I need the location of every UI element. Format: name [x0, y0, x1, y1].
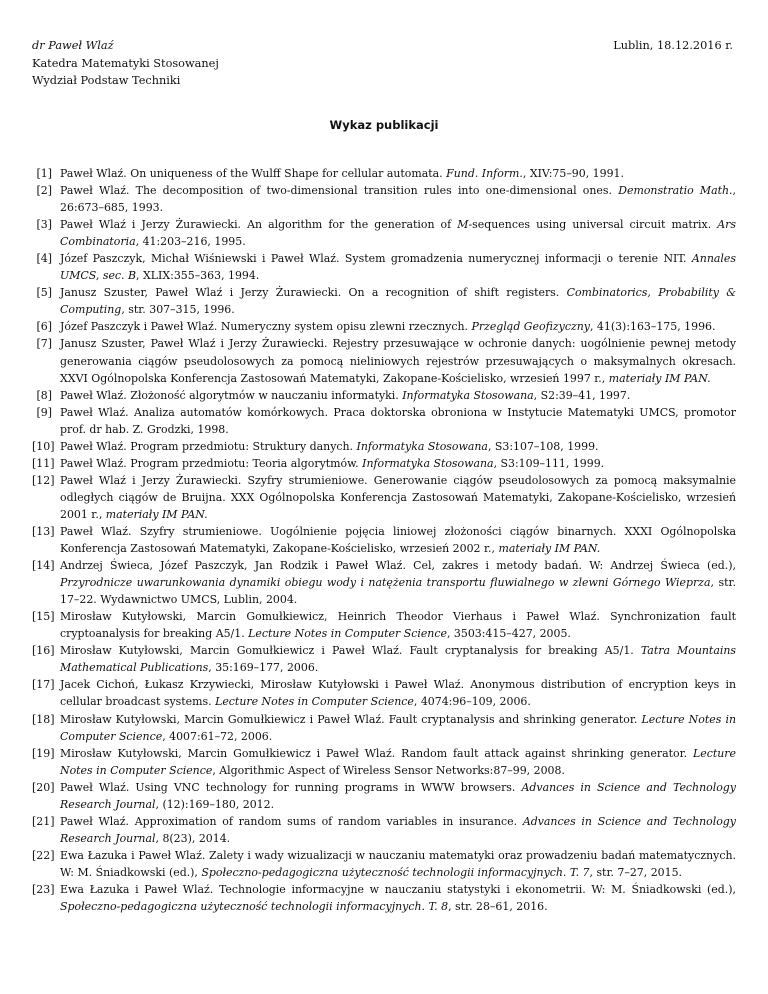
- document-title: Wykaz publikacji: [329, 118, 439, 132]
- publication-item: [32, 455, 736, 472]
- publication-text: [60, 387, 736, 404]
- publication-number: [ 15 ]: [32, 608, 60, 625]
- publication-text: [60, 557, 736, 608]
- publication-item: [32, 676, 736, 710]
- publication-text-segment: Paweł Wlaź. Program przedmiotu: Teoria algorytmów.: [60, 456, 359, 470]
- publication-venue: Lecture Notes in Computer Science: [215, 695, 414, 709]
- publication-text: [60, 881, 736, 915]
- publication-text: [60, 745, 736, 779]
- publication-number: [ 20 ]: [32, 779, 60, 796]
- publication-item: [32, 847, 736, 881]
- publication-number: [ 1 ]: [32, 165, 60, 182]
- publication-text-segment: Ewa Łazuka i Paweł Wlaź. Technologie informacyjne w nauczaniu statystyki i ekonometrii. W: M. Śniadkowski (ed.),: [60, 882, 736, 896]
- publication-venue: Ars Combinatoria: [60, 218, 737, 249]
- publication-text-segment: , S2:39–41, 1997.: [533, 388, 631, 402]
- publication-text-segment: , 26:673–685, 1993.: [60, 184, 737, 215]
- publication-venue: Annales UMCS, sec. B: [60, 252, 736, 283]
- publication-text-segment: Paweł Wlaź. Using VNC technology for running programs in WWW browsers.: [60, 780, 516, 794]
- publication-text: [60, 472, 736, 523]
- publication-text: [60, 676, 736, 710]
- publication-number: [ 4 ]: [32, 250, 60, 267]
- publication-venue: materiały IM PAN.: [498, 542, 601, 556]
- publication-item: [32, 404, 736, 438]
- publication-venue: Społeczno-pedagogiczna użyteczność technologii informacyjnych. T. 8: [60, 900, 449, 914]
- publication-text: [60, 455, 736, 472]
- publication-item: [32, 318, 736, 335]
- publication-list: [32, 165, 736, 915]
- publication-venue: Informatyka Stosowana: [402, 388, 534, 402]
- author-block: [32, 37, 219, 90]
- publication-venue: Lecture Notes in Computer Science: [60, 712, 736, 743]
- publication-item: [32, 523, 736, 557]
- publication-number: [ 14 ]: [32, 557, 60, 574]
- publication-number: [ 10 ]: [32, 438, 60, 455]
- publication-venue: Informatyka Stosowana: [362, 456, 494, 470]
- publication-text: [60, 335, 736, 386]
- publication-item: [32, 745, 736, 779]
- publication-text-segment: , XIV:75–90, 1991.: [522, 167, 624, 180]
- publication-venue: Demonstratio Math.: [618, 184, 733, 198]
- publication-venue: Lecture Notes in Computer Science: [60, 746, 737, 777]
- publication-text-segment: Mirosław Kutyłowski, Marcin Gomułkiewicz i Paweł Wlaź. Fault cryptanalysis and shrinking generator.: [60, 712, 638, 726]
- publication-number: [ 22 ]: [32, 847, 60, 864]
- publication-item: [32, 216, 736, 250]
- publication-venue: Społeczno-pedagogiczna użyteczność technologii informacyjnych. T. 7: [201, 865, 590, 879]
- publication-item: [32, 335, 736, 386]
- publication-item: [32, 438, 736, 455]
- publication-text-segment: , str. 307–315, 1996.: [121, 303, 235, 317]
- publication-text: [60, 182, 736, 216]
- publication-text-segment: , XLIX:355–363, 1994.: [136, 269, 260, 283]
- publication-text-segment: Mirosław Kutyłowski, Marcin Gomułkiewicz i Paweł Wlaź. Random fault attack against shrinking generator.: [60, 746, 688, 760]
- publication-text-segment: , Algorithmic Aspect of Wireless Sensor Networks:87–99, 2008.: [212, 763, 565, 777]
- publication-number: [ 21 ]: [32, 813, 60, 830]
- publication-item: [32, 284, 736, 318]
- publication-text-segment: , 4074:96–109, 2006.: [413, 695, 531, 709]
- publication-item: [32, 557, 736, 608]
- publication-number: [ 13 ]: [32, 523, 60, 540]
- publication-text-segment: , 4007:61–72, 2006.: [162, 729, 273, 743]
- publication-number: [ 9 ]: [32, 404, 60, 421]
- publication-item: [32, 881, 736, 915]
- publication-number: [ 5 ]: [32, 284, 60, 301]
- publication-text-segment: Andrzej Świeca, Józef Paszczyk, Jan Rodzik i Paweł Wlaź. Cel, zakres i metody badań. W: Andrzej Świeca (ed.),: [60, 559, 736, 573]
- publication-text-segment: , S3:109–111, 1999.: [493, 456, 605, 470]
- publication-venue: Fund. Inform.: [446, 167, 523, 180]
- publication-number: [ 2 ]: [32, 182, 60, 199]
- publication-text-segment: Paweł Wlaź. Szyfry strumieniowe. Uogólnienie pojęcia liniowej złożoności ciągów binarnych. XXXI Ogólnopolska Konferencja Zastosowań Matematyki, Zakopane-Kościelisko, wrzesień 2002 r.,: [60, 524, 736, 556]
- publication-text: [60, 711, 736, 745]
- publication-venue: Advances in Science and Technology Research Journal: [60, 780, 736, 811]
- publication-item: [32, 472, 736, 523]
- publication-text-segment: Paweł Wlaź. Analiza automatów komórkowych. Praca doktorska obroniona w Instytucie Matematyki UMCS, promotor prof. dr hab. Z. Grodzki, 1998.: [60, 405, 736, 436]
- publication-text-segment: Józef Paszczyk i Paweł Wlaź. Numeryczny system opisu zlewni rzecznych.: [60, 320, 468, 334]
- publication-number: [ 3 ]: [32, 216, 60, 233]
- publication-item: [32, 642, 736, 676]
- publication-venue: Informatyka Stosowana: [356, 439, 488, 453]
- publication-venue: materiały IM PAN.: [105, 507, 208, 521]
- publication-item: [32, 165, 736, 182]
- publication-venue: Tatra Mountains Mathematical Publications: [60, 644, 737, 675]
- publication-number: [ 11 ]: [32, 455, 60, 472]
- publication-number: [ 16 ]: [32, 642, 60, 659]
- publication-item: [32, 250, 736, 284]
- publication-number: [ 19 ]: [32, 745, 60, 762]
- publication-text: [60, 165, 736, 182]
- publication-text-segment: -sequences using universal circuit matrix.: [468, 218, 712, 232]
- publication-number: [ 18 ]: [32, 711, 60, 728]
- publication-text-segment: , 41:203–216, 1995.: [135, 235, 246, 249]
- publication-venue: Przegląd Geofizyczny: [471, 320, 590, 334]
- publication-text: [60, 250, 736, 284]
- publication-text: [60, 642, 736, 676]
- publication-text-segment: Janusz Szuster, Paweł Wlaź i Jerzy Żurawiecki. Rejestry przesuwające w ochronie danych: uogólnienie pewnej metody generowania ciągów pseudolosowych za pomocą nieliniowych rejestrów przesuwających o maksymalnych okresach. XXVI Ogólnopolska Konferencja Zastosowań Matematyki, Zakopane-Kościelisko, wrzesień 1997 r.,: [60, 337, 736, 385]
- publication-text: [60, 608, 736, 642]
- publication-text-segment: , str. 28–61, 2016.: [448, 900, 548, 914]
- publication-text-segment: Ewa Łazuka i Paweł Wlaź. Zalety i wady wizualizacji w nauczaniu matematyki oraz prowadzeniu badań matematycznych. W: M. Śniadkowski (ed.),: [60, 848, 736, 879]
- publication-item: [32, 813, 736, 847]
- publication-text: [60, 813, 736, 847]
- publication-item: [32, 608, 736, 642]
- publication-number: [ 6 ]: [32, 318, 60, 335]
- publication-text-segment: Mirosław Kutyłowski, Marcin Gomułkiewicz i Paweł Wlaź. Fault cryptanalysis for breaking A5/1.: [60, 644, 634, 658]
- publication-text: [60, 284, 736, 318]
- publication-text: [60, 779, 736, 813]
- publication-item: [32, 387, 736, 404]
- publication-text: [60, 523, 736, 557]
- publication-text-segment: , 8(23), 2014.: [155, 831, 231, 845]
- publication-venue: Lecture Notes in Computer Science: [248, 627, 447, 641]
- publication-text-segment: , S3:107–108, 1999.: [487, 439, 599, 453]
- publication-text: [60, 216, 736, 250]
- publication-text-segment: , 35:169–177, 2006.: [208, 661, 319, 675]
- publication-number: [ 7 ]: [32, 335, 60, 352]
- publication-item: [32, 779, 736, 813]
- publication-text: [60, 404, 736, 438]
- publication-text-segment: , 3503:415–427, 2005.: [446, 627, 571, 641]
- publication-venue: Przyrodnicze uwarunkowania dynamiki obiegu wody i natężenia transportu fluwialnego w zlewni Górnego Wieprza: [60, 576, 711, 590]
- publication-text-segment: Jacek Cichoń, Łukasz Krzywiecki, Mirosław Kutyłowski i Paweł Wlaź. Anonymous distribution of encryption keys in cellular broadcast systems.: [60, 678, 736, 709]
- publication-text: [60, 847, 736, 881]
- publication-number: [ 12 ]: [32, 472, 60, 489]
- publication-item: [32, 182, 736, 216]
- publication-text: [60, 438, 736, 455]
- publication-text-segment: Józef Paszczyk, Michał Wiśniewski i Paweł Wlaź. System gromadzenia numerycznej informacji o terenie NIT.: [60, 252, 687, 266]
- publication-number: [ 8 ]: [32, 387, 60, 404]
- publication-text-segment: , 41(3):163–175, 1996.: [589, 320, 716, 334]
- publication-text-segment: Mirosław Kutyłowski, Marcin Gomułkiewicz, Heinrich Theodor Vierhaus i Paweł Wlaź. Synchronization fault cryptoanalysis for breaking A5/1.: [60, 610, 736, 641]
- publication-number: [ 23 ]: [32, 881, 60, 898]
- publication-text-segment: Paweł Wlaź i Jerzy Żurawiecki. An algorithm for the generation of: [60, 218, 452, 232]
- publication-text-segment: Paweł Wlaź. The decomposition of two-dimensional transition rules into one-dimensional ones.: [60, 184, 612, 198]
- publication-text-segment: Janusz Szuster, Paweł Wlaź i Jerzy Żurawiecki. On a recognition of shift registers.: [60, 286, 560, 300]
- publication-text-segment: , str. 17–22. Wydawnictwo UMCS, Lublin, 2004.: [60, 576, 737, 607]
- publication-venue: materiały IM PAN.: [608, 371, 711, 385]
- publication-text-segment: Paweł Wlaź. Approximation of random sums of random variables in insurance.: [60, 814, 518, 828]
- faculty: Wydział Podstaw Techniki: [32, 74, 181, 87]
- publication-venue: M: [457, 218, 469, 232]
- publication-text-segment: , (12):169–180, 2012.: [155, 797, 275, 811]
- publication-text: [60, 318, 736, 335]
- publication-text-segment: Paweł Wlaź. Złożoność algorytmów w nauczaniu informatyki.: [60, 388, 399, 402]
- department: Katedra Matematyki Stosowanej: [32, 56, 219, 70]
- publication-text-segment: , str. 7–27, 2015.: [589, 865, 683, 879]
- publication-number: [ 17 ]: [32, 676, 60, 693]
- publication-text-segment: Paweł Wlaź i Jerzy Żurawiecki. Szyfry strumieniowe. Generowanie ciągów pseudolosowych za pomocą maksymalnie odległych ciągów de Bruijna. XXX Ogólnopolska Konferencja Zastosowań Matematyki, Zakopane-Kościelisko, wrzesień 2001 r.,: [60, 473, 736, 521]
- publication-text-segment: Paweł Wlaź. Program przedmiotu: Struktury danych.: [60, 439, 354, 453]
- publication-text-segment: Paweł Wlaź. On uniqueness of the Wulff Shape for cellular automata.: [60, 167, 443, 180]
- author-name: dr Paweł Wlaź: [32, 39, 114, 52]
- publication-venue: Combinatorics, Probability & Computing: [60, 286, 736, 317]
- place-date: Lublin, 18.12.2016 r.: [613, 39, 733, 52]
- publication-item: [32, 711, 736, 745]
- publication-venue: Advances in Science and Technology Research Journal: [60, 814, 736, 845]
